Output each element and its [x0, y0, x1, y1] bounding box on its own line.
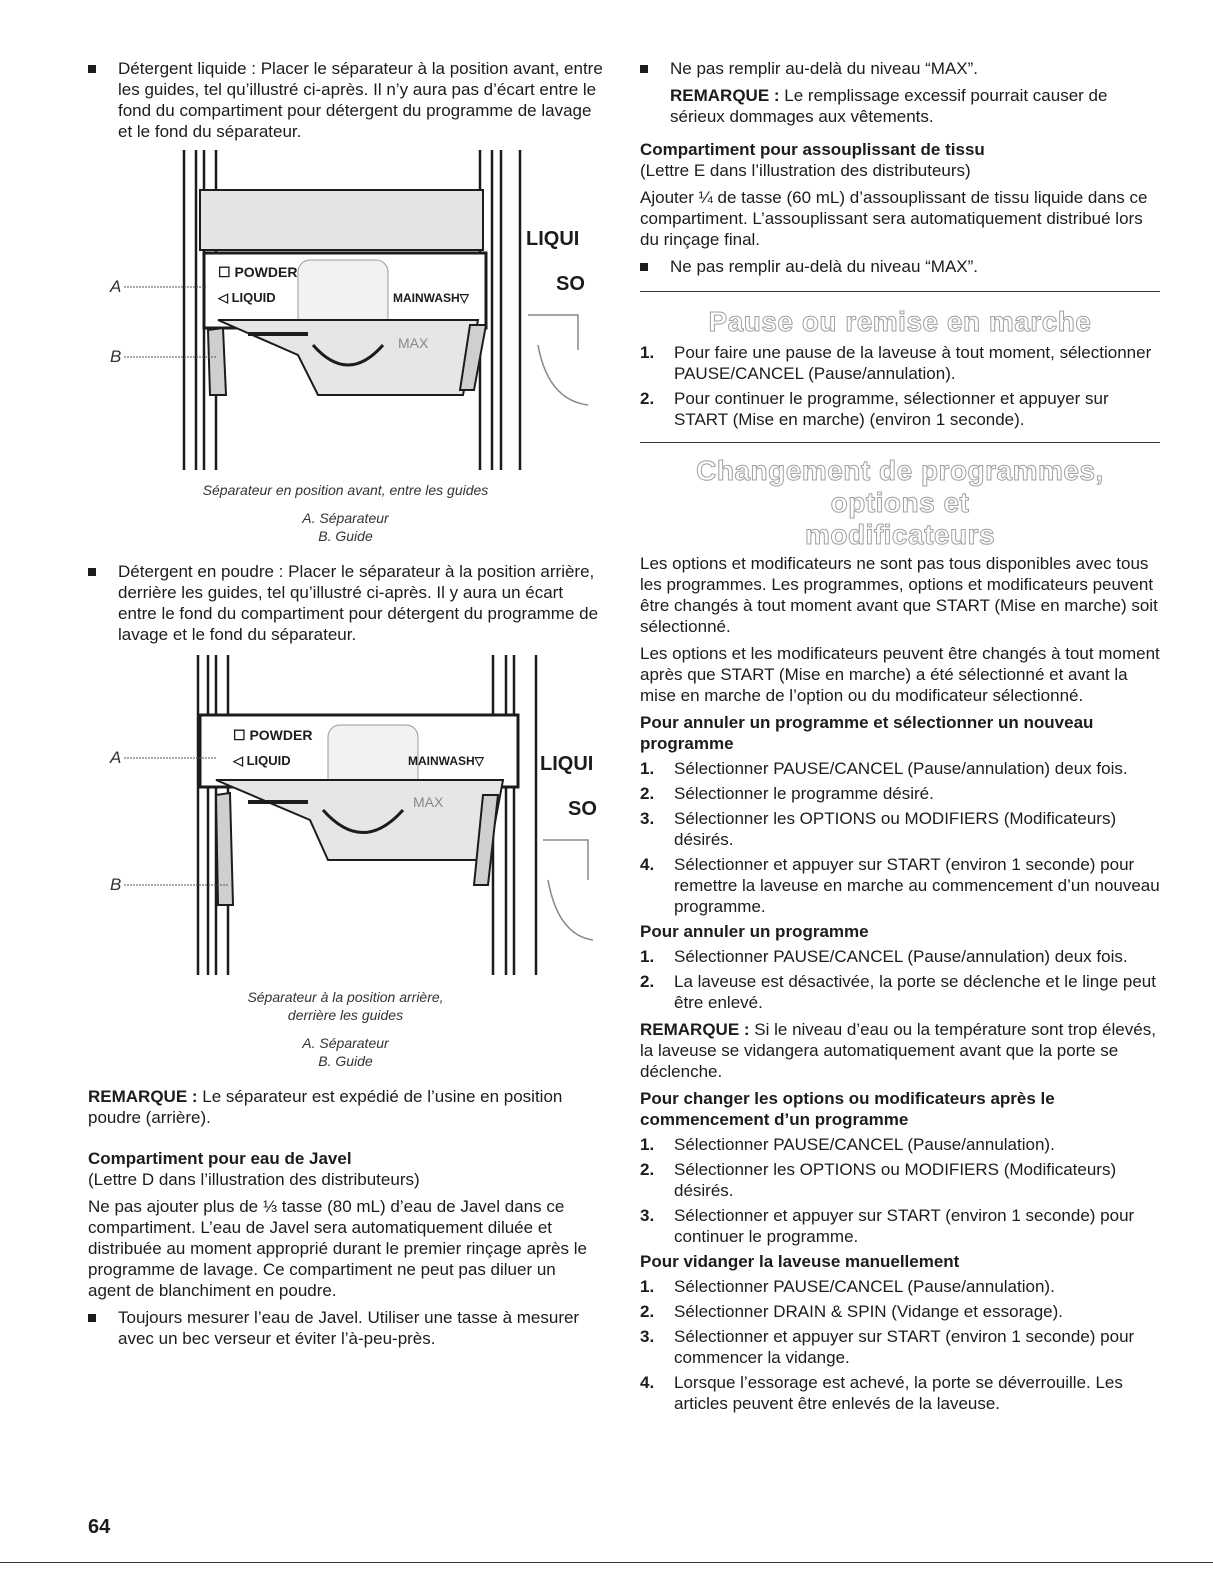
- bullet-text: Ne pas remplir au-delà du niveau “MAX”.: [670, 257, 979, 276]
- bullet-square-icon: [640, 65, 648, 73]
- divider: [640, 442, 1160, 443]
- figure1-legend-a: A. Séparateur: [302, 510, 389, 526]
- remarque-remplissage: [640, 85, 1160, 127]
- bullet-liquid-detergent: [88, 58, 603, 142]
- remarque-label: REMARQUE :: [88, 1087, 198, 1106]
- liquid-label: ◁ LIQUID: [218, 290, 276, 305]
- step-text: Sélectionner les OPTIONS ou MODIFIERS (Modificateurs) désirés.: [674, 1160, 1117, 1200]
- annuler-new-steps: [640, 758, 1160, 917]
- label-b: B: [110, 875, 122, 894]
- step-item: [640, 1205, 1160, 1247]
- step-number: 3.: [640, 1206, 655, 1225]
- step-item: [640, 758, 1160, 779]
- step-item: [640, 1276, 1160, 1297]
- bullet-powder-detergent: [88, 561, 603, 645]
- changer-steps: [640, 1134, 1160, 1247]
- step-text: Sélectionner et appuyer sur START (environ 1 seconde) pour commencer la vidange.: [674, 1327, 1135, 1367]
- step-text: La laveuse est désactivée, la porte se déclenche et le linge peut être enlevé.: [674, 972, 1156, 1012]
- vidanger-steps: [640, 1276, 1160, 1414]
- step-text: Pour continuer le programme, sélectionner et appuyer sur START (Mise en marche) (environ 1 seconde).: [674, 389, 1109, 429]
- liqui-label: LIQUI: [540, 753, 594, 775]
- remarque-text: Le remplissage excessif pourrait causer de sérieux dommages aux vêtements.: [670, 86, 1108, 126]
- bullet-square-icon: [88, 1314, 96, 1322]
- step-number: 3.: [640, 809, 655, 828]
- right-column: [640, 58, 1160, 1418]
- remarque-separateur: [88, 1086, 603, 1128]
- change-title-line2: modificateurs: [804, 519, 996, 550]
- vidanger-heading: Pour vidanger la laveuse manuellement: [640, 1252, 960, 1271]
- bottom-rule: [0, 1562, 1213, 1563]
- figure1-caption: Séparateur en position avant, entre les guides: [202, 482, 489, 498]
- step-item: [640, 946, 1160, 967]
- remarque-label: REMARQUE :: [640, 1020, 750, 1039]
- assoup-heading: Compartiment pour assouplissant de tissu: [640, 140, 985, 159]
- figure-separator-front: [88, 150, 603, 495]
- step-number: 2.: [640, 784, 655, 803]
- javel-heading: Compartiment pour eau de Javel: [88, 1149, 352, 1168]
- step-number: 1.: [640, 759, 655, 778]
- figure2-caption-line1: Séparateur à la position arrière,: [247, 989, 444, 1005]
- pause-title: Pause ou remise en marche: [708, 306, 1092, 337]
- figure2-caption-line2: derrière les guides: [287, 1007, 404, 1023]
- so-label: SO: [556, 273, 585, 295]
- step-item: [640, 971, 1160, 1013]
- max-label: MAX: [413, 794, 444, 810]
- liquid-label: ◁ LIQUID: [233, 753, 291, 768]
- change-paragraph-2: Les options et les modificateurs peuvent être changés à tout moment après que START (Mise en marche) a été sélectionné et avant la mise en marche de l’option ou du modificateur sélectionné.: [640, 644, 1160, 705]
- step-item: [640, 783, 1160, 804]
- label-b: B: [110, 347, 122, 366]
- step-number: 1.: [640, 1277, 655, 1296]
- label-a: A: [110, 277, 122, 296]
- javel-sub: (Lettre D dans l’illustration des distributeurs): [88, 1170, 420, 1189]
- mainwash-label: MAINWASH▽: [393, 291, 469, 305]
- step-item: [640, 808, 1160, 850]
- remarque-label: REMARQUE :: [670, 86, 780, 105]
- figure-separator-back: [88, 655, 603, 1000]
- step-number: 1.: [640, 1135, 655, 1154]
- powder-label: ☐ POWDER: [233, 727, 313, 743]
- step-item: [640, 854, 1160, 917]
- bullet-square-icon: [88, 568, 96, 576]
- bullet-text: Ne pas remplir au-delà du niveau “MAX”.: [670, 59, 979, 78]
- changer-heading: Pour changer les options ou modificateurs après le commencement d’un programme: [640, 1089, 1055, 1129]
- label-a: A: [110, 748, 122, 767]
- assoup-text: Ajouter ¼ de tasse (60 mL) d’assouplissant de tissu liquide dans ce compartiment. L’assouplissant sera automatiquement distribué lors du rinçage final.: [640, 188, 1148, 249]
- step-text: Lorsque l’essorage est achevé, la porte se déverrouille. Les articles peuvent être enlevés de la laveuse.: [674, 1373, 1123, 1413]
- step-text: Sélectionner PAUSE/CANCEL (Pause/annulation).: [674, 1135, 1055, 1154]
- step-text: Sélectionner les OPTIONS ou MODIFIERS (Modificateurs) désirés.: [674, 809, 1117, 849]
- step-number: 2.: [640, 1302, 655, 1321]
- bullet-text: Détergent en poudre : Placer le séparateur à la position arrière, derrière les guides, tel qu’illustré ci-après. Il y aura un écart entre le fond du compartiment pour détergent du programme de lavage et le fond du séparateur.: [118, 562, 599, 644]
- so-label: SO: [568, 798, 597, 820]
- page-number: 64: [88, 1516, 111, 1538]
- remarque-vidange: [640, 1019, 1160, 1082]
- bullet-javel: [88, 1307, 603, 1349]
- assoup-sub: (Lettre E dans l’illustration des distributeurs): [640, 161, 971, 180]
- step-number: 4.: [640, 1373, 655, 1392]
- step-item: [640, 1301, 1160, 1322]
- step-number: 2.: [640, 389, 655, 408]
- javel-text: Ne pas ajouter plus de ⅓ tasse (80 mL) d’eau de Javel dans ce compartiment. L’eau de Javel sera automatiquement diluée et distribuée au moment approprié durant le premier rinçage après le programme de lavage. Ce compartiment ne peut pas diluer un agent de blanchiment en poudre.: [88, 1197, 587, 1300]
- remarque-text: Le séparateur est expédié de l’usine en position poudre (arrière).: [88, 1087, 563, 1127]
- step-text: Sélectionner PAUSE/CANCEL (Pause/annulation) deux fois.: [674, 947, 1128, 966]
- step-number: 2.: [640, 972, 655, 991]
- annuler-new-heading: Pour annuler un programme et sélectionner un nouveau programme: [640, 713, 1094, 753]
- left-column: [88, 58, 603, 1349]
- step-item: [640, 342, 1160, 384]
- step-text: Sélectionner PAUSE/CANCEL (Pause/annulation).: [674, 1277, 1055, 1296]
- step-text: Sélectionner et appuyer sur START (environ 1 seconde) pour remettre la laveuse en marche au commencement d’un nouveau programme.: [674, 855, 1160, 916]
- powder-label: ☐ POWDER: [218, 264, 298, 280]
- bullet-text: Détergent liquide : Placer le séparateur à la position avant, entre les guides, tel qu’illustré ci-après. Il n’y aura pas d’écart entre le fond du compartiment pour détergent du programme de lavage et le fond du séparateur.: [118, 59, 603, 141]
- change-paragraph-1: Les options et modificateurs ne sont pas tous disponibles avec tous les programmes. Les programmes, options et modificateurs peuvent être changés à tout moment avant que START (Mise en marche) soit sélectionné.: [640, 554, 1158, 636]
- step-number: 1.: [640, 947, 655, 966]
- step-item: [640, 1134, 1160, 1155]
- annuler-heading: Pour annuler un programme: [640, 922, 869, 941]
- step-text: Sélectionner PAUSE/CANCEL (Pause/annulation) deux fois.: [674, 759, 1128, 778]
- step-item: [640, 1159, 1160, 1201]
- figure2-legend-b: B. Guide: [318, 1053, 373, 1069]
- bullet-max-1: [640, 58, 1160, 79]
- divider: [640, 291, 1160, 292]
- bullet-square-icon: [88, 65, 96, 73]
- step-item: [640, 1326, 1160, 1368]
- bullet-max-2: [640, 256, 1160, 277]
- mainwash-label: MAINWASH▽: [408, 754, 484, 768]
- figure1-legend-b: B. Guide: [318, 528, 373, 544]
- pause-steps: [640, 342, 1160, 430]
- step-text: Sélectionner et appuyer sur START (environ 1 seconde) pour continuer le programme.: [674, 1206, 1135, 1246]
- step-number: 2.: [640, 1160, 655, 1179]
- bullet-square-icon: [640, 263, 648, 271]
- step-text: Sélectionner DRAIN & SPIN (Vidange et essorage).: [674, 1302, 1063, 1321]
- annuler-steps: [640, 946, 1160, 1013]
- max-label: MAX: [398, 335, 429, 351]
- step-number: 1.: [640, 343, 655, 362]
- step-item: [640, 388, 1160, 430]
- bullet-text: Toujours mesurer l’eau de Javel. Utiliser une tasse à mesurer avec un bec verseur et éviter l’à-peu-près.: [118, 1308, 580, 1348]
- remarque-text: Si le niveau d’eau ou la température sont trop élevés, la laveuse se vidangera automatiquement avant que la porte se déclenche.: [640, 1020, 1156, 1081]
- change-title-line1: Changement de programmes, options et: [696, 455, 1104, 518]
- step-item: [640, 1372, 1160, 1414]
- step-text: Sélectionner le programme désiré.: [674, 784, 934, 803]
- figure2-legend-a: A. Séparateur: [302, 1035, 389, 1051]
- step-number: 4.: [640, 855, 655, 874]
- liqui-label: LIQUI: [526, 228, 580, 250]
- step-number: 3.: [640, 1327, 655, 1346]
- step-text: Pour faire une pause de la laveuse à tout moment, sélectionner PAUSE/CANCEL (Pause/annulation).: [674, 343, 1152, 383]
